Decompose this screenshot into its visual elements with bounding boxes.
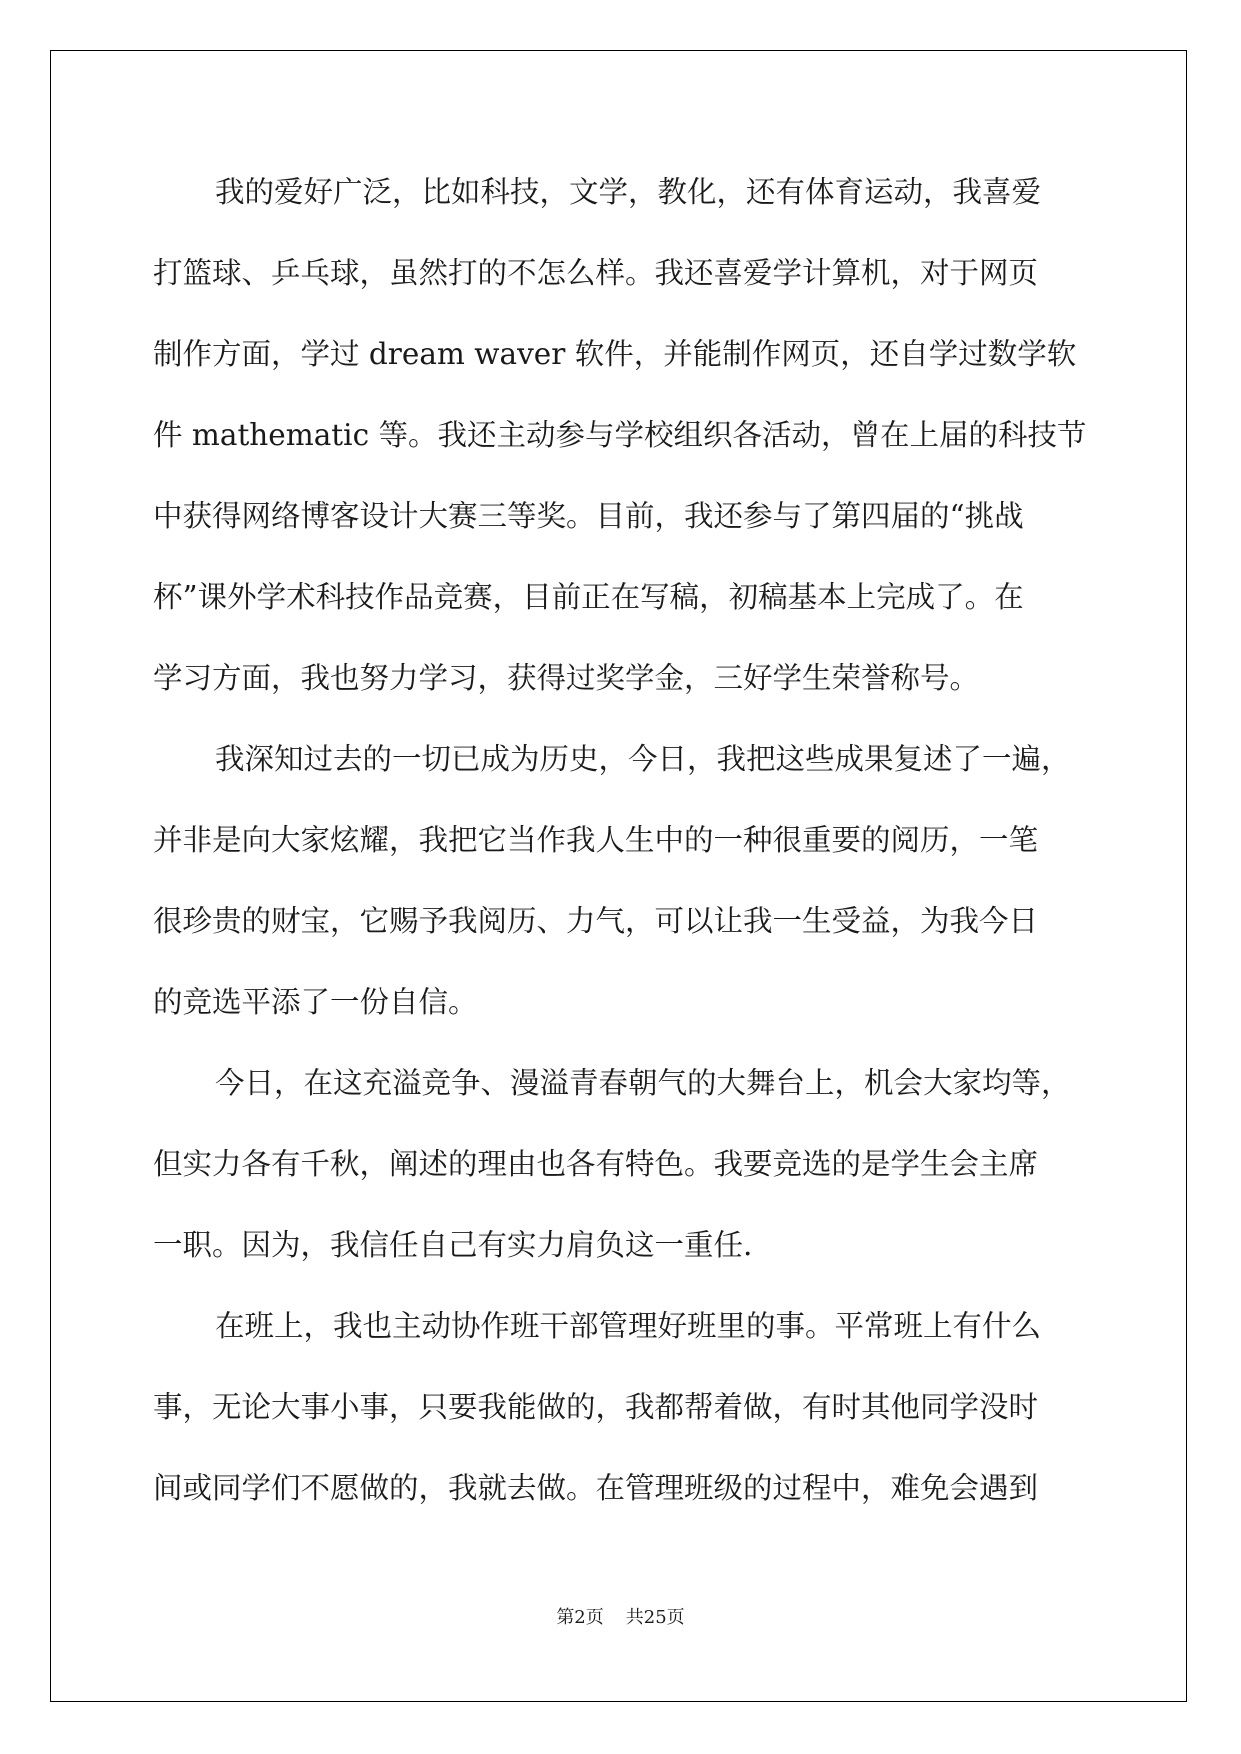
text-line: 但实力各有千秋，阐述的理由也各有特色。我要竞选的是学生会主席 [153, 1147, 1039, 1181]
text-line: 我的爱好广泛，比如科技，文学，教化，还有体育运动，我喜爱 [215, 175, 1042, 209]
text-line: 打篮球、乒乓球，虽然打的不怎么样。我还喜爱学计算机，对于网页 [153, 256, 1039, 290]
page-total: 共25页 [625, 1607, 685, 1628]
text-line: 事，无论大事小事，只要我能做的，我都帮着做，有时其他同学没时 [153, 1390, 1039, 1424]
text-line: 件 mathematic 等。我还主动参与学校组织各活动，曾在上届的科技节 [153, 418, 1087, 452]
text-line: 我深知过去的一切已成为历史，今日，我把这些成果复述了一遍， [215, 742, 1071, 776]
text-line: 在班上，我也主动协作班干部管理好班里的事。平常班上有什么 [215, 1309, 1042, 1343]
page-footer [0, 1606, 1241, 1630]
text-line: 间或同学们不愿做的，我就去做。在管理班级的过程中，难免会遇到 [153, 1471, 1039, 1505]
text-line: 今日，在这充溢竞争、漫溢青春朝气的大舞台上，机会大家均等， [215, 1066, 1071, 1100]
text-line: 杯”课外学术科技作品竞赛，目前正在写稿，初稿基本上完成了。在 [153, 580, 1024, 614]
text-line: 一职。因为，我信任自己有实力肩负这一重任. [153, 1228, 753, 1262]
document-body [153, 157, 1093, 1534]
text-line: 的竞选平添了一份自信。 [153, 985, 478, 1019]
text-line: 很珍贵的财宝，它赐予我阅历、力气，可以让我一生受益，为我今日 [153, 904, 1039, 938]
page-number: 第2页 [556, 1607, 604, 1628]
text-line: 制作方面，学过 dream waver 软件，并能制作网页，还自学过数学软 [153, 337, 1077, 371]
text-line: 学习方面，我也努力学习，获得过奖学金，三好学生荣誉称号。 [153, 661, 980, 695]
text-line: 中获得网络博客设计大赛三等奖。目前，我还参与了第四届的“挑战 [153, 499, 1024, 533]
text-line: 并非是向大家炫耀，我把它当作我人生中的一种很重要的阅历，一笔 [153, 823, 1039, 857]
